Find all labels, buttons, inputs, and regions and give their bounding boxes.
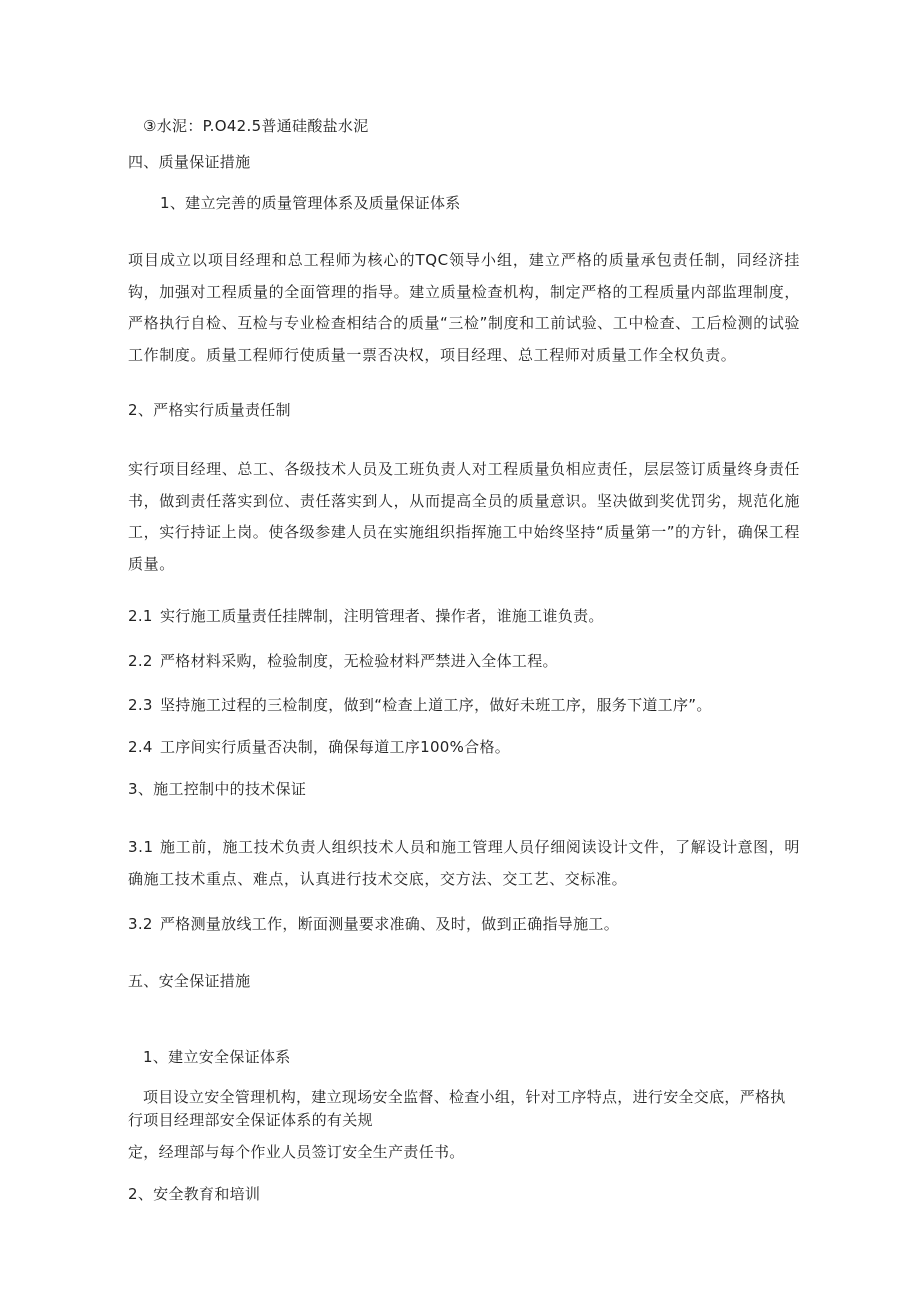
cement-item: ③水泥：P.O42.5普通硅酸盐水泥 — [143, 117, 369, 135]
list-item-text: 坚持施工过程的三检制度，做到“检查上道工序，做好未班工序，服务下道工序”。 — [160, 696, 712, 714]
list-item-text: 实行施工质量责任挂牌制，注明管理者、操作者，谁施工谁负责。 — [160, 607, 604, 625]
list-item — [128, 695, 712, 715]
section-4-heading: 四、质量保证措施 — [128, 153, 251, 171]
subsection-5-1-body-line-3: 定，经理部与每个作业人员签订安全生产责任书。 — [128, 1143, 465, 1161]
subsection-4-1-body: 项目成立以项目经理和总工程师为核心的TQC领导小组，建立严格的质量承包责任制，同经济挂钩，加强对工程质量的全面管理的指导。建立质量检查机构，制定严格的工程质量内部监理制度，严格执行自检、互检与专业检查相结合的质量“三检”制度和工前试验、工中检查、工后检测的试验工作制度。质量工程师行使质量一票否决权，项目经理、总工程师对质量工作全权负责。 — [128, 251, 800, 364]
list-item-text: 施工前，施工技术负责人组织技术人员和施工管理人员仔细阅读设计文件，了解设计意图，明确施工技术重点、难点，认真进行技术交底，交方法、交工艺、交标准。 — [128, 838, 800, 888]
list-item-number: 3.2 — [128, 915, 153, 933]
list-item — [128, 832, 800, 895]
subsection-5-1-body-line-2: 行项目经理部安全保证体系的有关规 — [128, 1111, 373, 1129]
subsection-5-1-heading: 1、建立安全保证体系 — [143, 1048, 291, 1066]
list-item — [128, 914, 619, 934]
list-item — [128, 606, 604, 626]
list-item-text: 严格测量放线工作，断面测量要求准确、及时，做到正确指导施工。 — [160, 915, 620, 933]
subsection-4-2-heading: 2、严格实行质量责任制 — [128, 401, 291, 419]
section-5-heading: 五、安全保证措施 — [128, 972, 251, 990]
list-item — [128, 651, 558, 671]
list-item-text: 工序间实行质量否决制，确保每道工序100%合格。 — [160, 738, 511, 756]
list-item-text: 严格材料采购，检验制度，无检验材料严禁进入全体工程。 — [160, 652, 558, 670]
subsection-5-2-heading: 2、安全教育和培训 — [128, 1185, 261, 1203]
list-item-number: 2.3 — [128, 696, 153, 714]
subsection-4-2-body: 实行项目经理、总工、各级技术人员及工班负责人对工程质量负相应责任，层层签订质量终身责任书，做到责任落实到位、责任落实到人，从而提高全员的质量意识。坚决做到奖优罚劣，规范化施工，实行持证上岗。使各级参建人员在实施组织指挥施工中始终坚持“质量第一”的方针，确保工程质量。 — [128, 460, 800, 573]
list-item-number: 2.4 — [128, 738, 153, 756]
list-item — [128, 737, 510, 757]
list-item-number: 2.2 — [128, 652, 153, 670]
subsection-5-1-body-line-1: 项目设立安全管理机构，建立现场安全监督、检查小组，针对工序特点，进行安全交底，严格执 — [143, 1088, 786, 1106]
subsection-4-1-heading: 1、建立完善的质量管理体系及质量保证体系 — [160, 194, 461, 212]
list-item-number: 2.1 — [128, 607, 153, 625]
subsection-4-3-heading: 3、施工控制中的技术保证 — [128, 780, 307, 798]
list-item-number: 3.1 — [128, 838, 154, 856]
